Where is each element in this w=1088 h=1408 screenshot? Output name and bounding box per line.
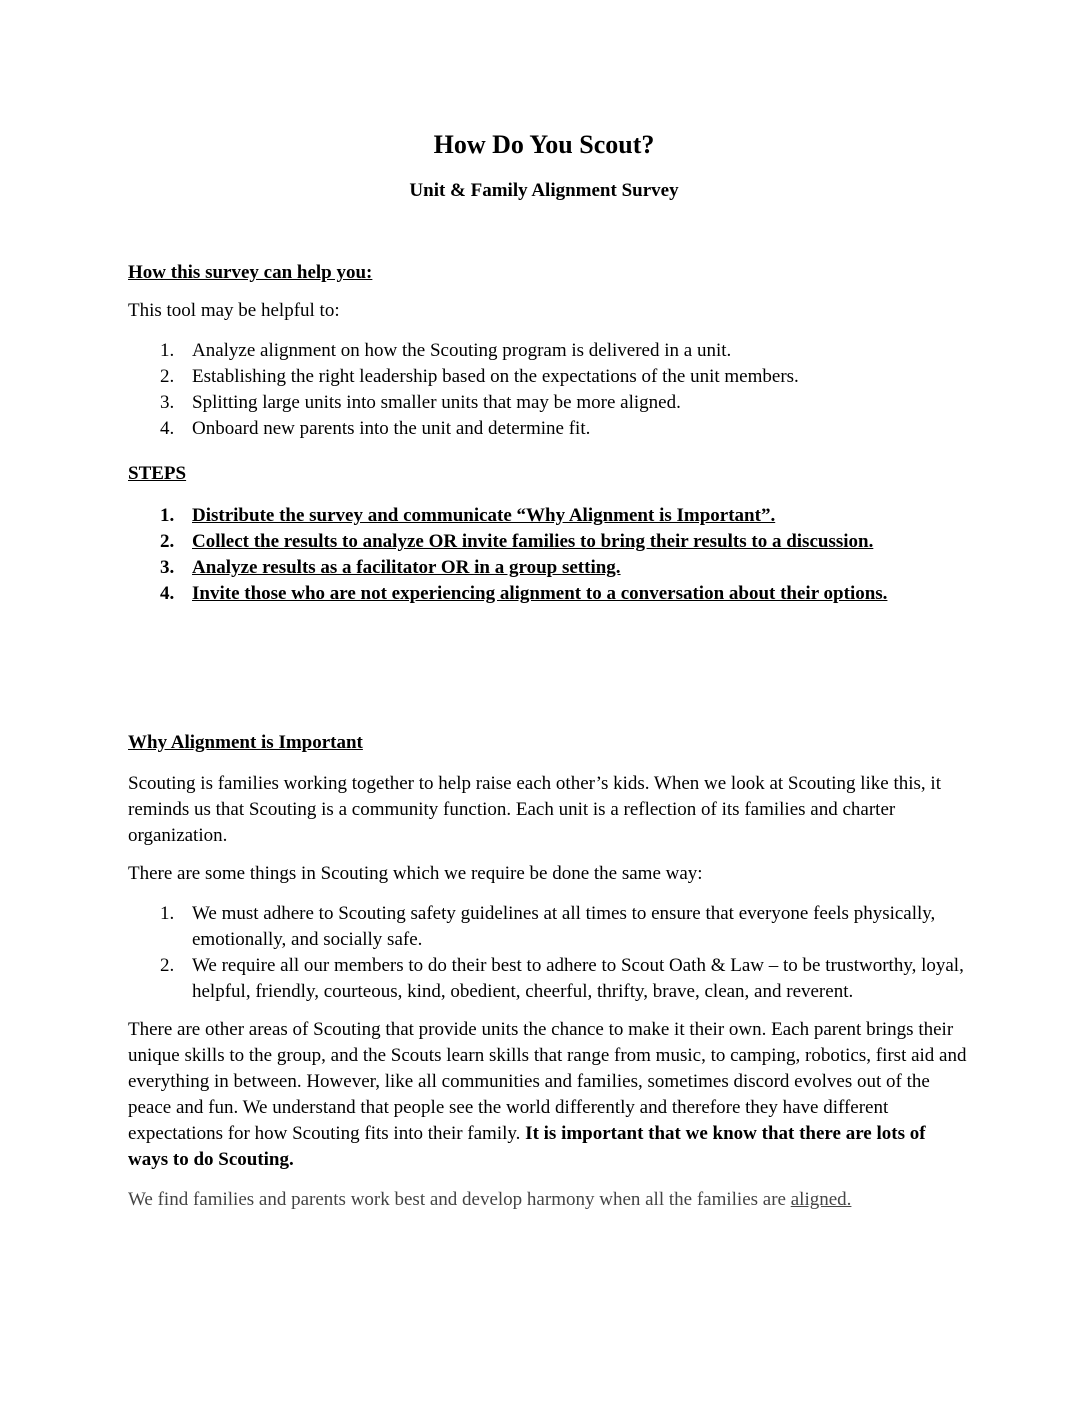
list-text: Analyze results as a facilitator OR in a group setting. xyxy=(192,557,621,578)
list-number: 2. xyxy=(160,955,175,976)
help-section xyxy=(128,260,968,442)
list-text: Onboard new parents into the unit and determine fit. xyxy=(192,418,591,439)
alignment-section xyxy=(128,730,968,1213)
list-text: Collect the results to analyze OR invite families to bring their results to a discussion. xyxy=(192,531,874,552)
list-number: 1. xyxy=(160,340,175,361)
list-number: 3. xyxy=(160,557,175,578)
list-number: 1. xyxy=(160,505,175,526)
help-intro: This tool may be helpful to: xyxy=(128,300,340,321)
list-item xyxy=(128,953,968,1005)
list-item xyxy=(128,338,968,364)
alignment-paragraph-3-bold: It is important that we know that there are lots of ways to do Scouting. xyxy=(128,1123,926,1170)
list-item xyxy=(128,529,968,555)
list-number: 4. xyxy=(160,418,175,439)
list-item xyxy=(128,901,968,953)
aligned-link[interactable]: aligned. xyxy=(790,1189,852,1210)
alignment-heading: Why Alignment is Important xyxy=(128,732,363,753)
alignment-list xyxy=(128,901,968,1005)
list-text: We must adhere to Scouting safety guidelines at all times to ensure that everyone feels physically, emotionally, and socially safe. xyxy=(192,903,936,950)
alignment-paragraph-2: There are some things in Scouting which we require be done the same way: xyxy=(128,863,703,884)
steps-list xyxy=(128,503,968,607)
page-subtitle: Unit & Family Alignment Survey xyxy=(409,180,679,201)
page-title: How Do You Scout? xyxy=(433,130,655,159)
list-number: 2. xyxy=(160,531,175,552)
list-item xyxy=(128,390,968,416)
help-heading: How this survey can help you: xyxy=(128,262,373,283)
list-item xyxy=(128,364,968,390)
alignment-paragraph-3-text: There are other areas of Scouting that provide units the chance to make it their own. Each parent brings their unique skills to the group, and the Scouts learn skills that range from music, to camping, robotics, first aid and everything in between. However, like all communities and families, sometimes discord evolves out of the peace and fun. We understand that people see the world differently and therefore they have different expectations for how Scouting fits into their family. xyxy=(128,1019,967,1144)
alignment-paragraph-4 xyxy=(128,1187,968,1213)
list-text: Establishing the right leadership based on the expectations of the unit members. xyxy=(192,366,799,387)
list-text: We require all our members to do their best to adhere to Scout Oath & Law – to be trustworthy, loyal, helpful, friendly, courteous, kind, obedient, cheerful, thrifty, brave, clean, and reverent. xyxy=(192,955,964,1002)
list-number: 1. xyxy=(160,903,175,924)
alignment-paragraph-3 xyxy=(128,1017,968,1173)
list-text: Distribute the survey and communicate “Why Alignment is Important”. xyxy=(192,505,776,526)
alignment-paragraph-1: Scouting is families working together to help raise each other’s kids. When we look at Scouting like this, it reminds us that Scouting is a community function. Each unit is a reflection of its families and charter organization. xyxy=(128,773,941,846)
list-item xyxy=(128,581,968,607)
list-number: 4. xyxy=(160,583,175,604)
list-item xyxy=(128,555,968,581)
list-number: 2. xyxy=(160,366,175,387)
steps-section xyxy=(128,461,968,607)
help-list xyxy=(128,338,968,442)
steps-heading: STEPS xyxy=(128,463,187,484)
list-text: Analyze alignment on how the Scouting program is delivered in a unit. xyxy=(192,340,732,361)
list-item xyxy=(128,503,968,529)
list-text: Invite those who are not experiencing alignment to a conversation about their options. xyxy=(192,583,888,604)
alignment-paragraph-4-text: We find families and parents work best and develop harmony when all the families are xyxy=(128,1189,791,1210)
list-text: Splitting large units into smaller units that may be more aligned. xyxy=(192,392,681,413)
list-item xyxy=(128,416,968,442)
list-number: 3. xyxy=(160,392,175,413)
